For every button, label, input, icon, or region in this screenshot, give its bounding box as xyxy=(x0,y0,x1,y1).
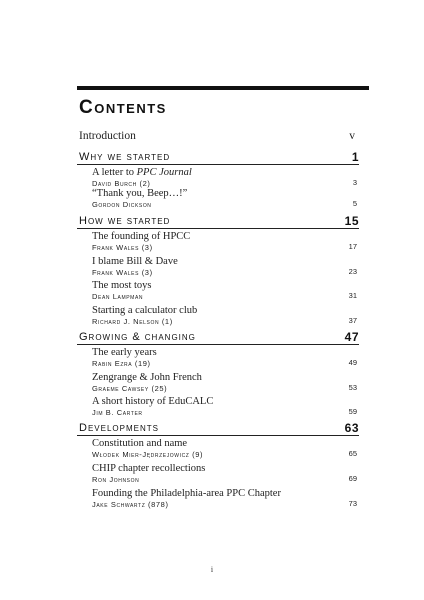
toc-entry xyxy=(92,372,357,394)
section-name: How we started xyxy=(79,215,171,227)
section-name: Why we started xyxy=(79,151,171,163)
entry-page: 5 xyxy=(352,199,357,208)
entry-author: Dean Lampman xyxy=(92,292,144,301)
entry-page: 23 xyxy=(348,267,357,276)
entry-title: Constitution and name xyxy=(92,438,188,449)
entry-page: 49 xyxy=(348,358,357,367)
entry-author: David Burch (2) xyxy=(92,179,151,188)
entry-title: The most toys xyxy=(92,280,152,291)
entry-page: 73 xyxy=(348,499,357,508)
toc-entry xyxy=(92,188,357,210)
entry-author: Frank Wales (3) xyxy=(92,243,153,252)
toc-entry xyxy=(92,347,357,369)
entry-title: A short history of EduCALC xyxy=(92,396,214,407)
entry-author: Jim B. Carter xyxy=(92,408,143,417)
entry-title: A letter to PPC Journal xyxy=(92,167,192,178)
intro-page: v xyxy=(349,130,355,142)
entry-page: 3 xyxy=(352,178,357,187)
entry-title: The early years xyxy=(92,347,157,358)
entry-author: Rabin Ezra (19) xyxy=(92,359,151,368)
section-header xyxy=(77,331,359,345)
entry-title: CHIP chapter recollections xyxy=(92,463,206,474)
entry-title: Zengrange & John French xyxy=(92,372,202,383)
toc-entry xyxy=(92,256,357,278)
toc-entry xyxy=(92,488,357,510)
section-name: Growing & changing xyxy=(79,331,196,343)
toc-entry xyxy=(92,438,357,460)
entry-page: 53 xyxy=(348,383,357,392)
entry-page: 31 xyxy=(348,291,357,300)
section-page: 1 xyxy=(351,150,359,164)
entry-title: Starting a calculator club xyxy=(92,305,198,316)
entry-author: Ron Johnson xyxy=(92,475,140,484)
entry-page: 17 xyxy=(348,242,357,251)
intro-title: Introduction xyxy=(79,130,136,142)
top-rule xyxy=(77,86,369,90)
toc-entry xyxy=(92,463,357,485)
page-number: i xyxy=(210,565,214,574)
page-title: Contents xyxy=(79,97,167,118)
toc-entry xyxy=(92,167,357,189)
section-header xyxy=(77,422,359,436)
entry-title: The founding of HPCC xyxy=(92,231,191,242)
entry-title: “Thank you, Beep…!” xyxy=(92,188,188,199)
toc-entry-introduction xyxy=(79,130,355,142)
entry-page: 69 xyxy=(348,474,357,483)
entry-author: Frank Wales (3) xyxy=(92,268,153,277)
entry-author: Gordon Dickson xyxy=(92,200,152,209)
entry-title-italic: PPC Journal xyxy=(136,167,192,178)
section-header xyxy=(77,151,359,165)
section-page: 63 xyxy=(344,421,359,435)
entry-page: 37 xyxy=(348,316,357,325)
section-name: Developments xyxy=(79,422,159,434)
entry-author: Graeme Cawsey (25) xyxy=(92,384,168,393)
entry-author: Włodek Mier-Jędrzejowicz (9) xyxy=(92,450,204,459)
entry-title: I blame Bill & Dave xyxy=(92,256,178,267)
section-page: 15 xyxy=(344,214,359,228)
toc-entry xyxy=(92,305,357,327)
entry-page: 65 xyxy=(348,449,357,458)
entry-title: Founding the Philadelphia-area PPC Chapter xyxy=(92,488,281,499)
toc-entry xyxy=(92,396,357,418)
entry-author: Jake Schwartz (878) xyxy=(92,500,169,509)
entry-author: Richard J. Nelson (1) xyxy=(92,317,173,326)
entry-page: 59 xyxy=(348,407,357,416)
toc-entry xyxy=(92,280,357,302)
section-page: 47 xyxy=(344,330,359,344)
toc-entry xyxy=(92,231,357,253)
section-header xyxy=(77,215,359,229)
